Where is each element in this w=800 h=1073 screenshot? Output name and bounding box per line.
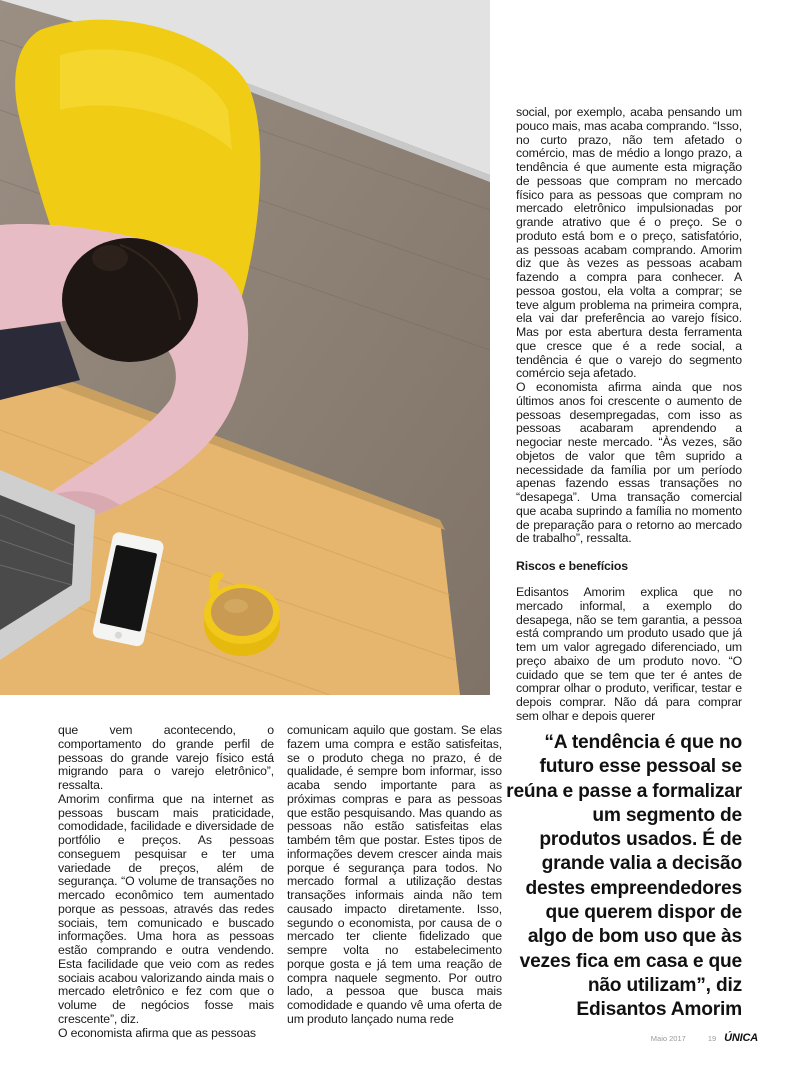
paragraph: Amorim confirma que na internet as pessoas buscam mais praticidade, comodidade, facilidade e diversidade de portfólio e preços. As pessoas conseguem pesquisar e ter uma variedade de preços, além de segurança. “O volume de transações no mercado econômico tem aumentado porque as pessoas, através das redes sociais, tem comunicado e buscado informações. Uma hora as pessoas estão comprando e outra vendendo. Esta facilidade que veio com as redes sociais acabou valorizando ainda mais o mercado eletrônico e fez com que o volume de negócios fosse mais crescente”, diz.	[58, 791, 274, 1026]
article-column-right	[516, 106, 742, 724]
article-column-bottom-left	[58, 724, 274, 1040]
paragraph: Edisantos Amorim explica que no mercado informal, a exemplo do desapega, não se tem garantia, a pessoa está comprando um produto usado que já tem um valor agregado diferenciado, um preço abaixo de um produto novo. “O cuidado que se tem que ter é antes de comprar olhar o produto, verificar, testar e depois comprar. Não dá para comprar sem olhar e depois querer	[516, 585, 742, 723]
paragraph: social, por exemplo, acaba pensando um pouco mais, mas acaba comprando. “Isso, no curto prazo, não tem afetado o comércio, mas de médio a longo prazo, a tendência é que aumente esta migração de pessoas que compram no mercado físico para as pessoas que compram no mercado eletrônico impulsionadas por grande atrativo que é o preço. Se o produto está bom e o preço, satisfatório, as pessoas acabam comprando. Amorim diz que às vezes as pessoas acabam fazendo a compra para conhecer. A pessoa gostou, ela volta a comprar; se teve algum problema na primeira compra, ela vai dar preferência ao varejo físico. Mas por esta abertura desta ferramenta que cresce que é a rede social, a tendência é que o varejo do segmento comércio seja afetado.	[516, 105, 742, 381]
page-number: 19	[707, 1033, 717, 1043]
paragraph: que vem acontecendo, o comportamento do grande perfil de pessoas do grande varejo físico está migrando para o varejo eletrônico”, ressalta.	[58, 723, 274, 792]
photo-illustration	[0, 0, 490, 695]
magazine-logo: ÚNICA	[724, 1032, 758, 1044]
page-footer	[651, 1032, 758, 1044]
paragraph: O economista afirma ainda que nos últimos anos foi crescente o aumento de pessoas desempregadas, com isso as pessoas acabaram aprendendo a negociar neste mercado. “Às vezes, são objetos de valor que têm suprido a necessidade da família por um período apenas fazendo essas transações no “desapega”. Uma transação comercial que acaba suprindo a família no momento de preparação para o retorno ao mercado de trabalho”, ressalta.	[516, 380, 742, 546]
paragraph: O economista afirma que as pessoas	[58, 1025, 256, 1040]
article-column-bottom-middle	[287, 724, 502, 1027]
issue-date: Maio 2017	[650, 1033, 686, 1043]
section-subheading: Riscos e benefícios	[516, 559, 628, 573]
paragraph: comunicam aquilo que gostam. Se elas fazem uma compra e estão satisfeitas, se o produto chega no prazo, é de qualidade, é sempre bom informar, isso acaba sendo importante para as próximas compras e para as pessoas que estão pesquisando. Mas quando as pessoas não estão satisfeitas elas também têm que postar. Estes tipos de informações devem crescer ainda mais porque é segurança para todos. No mercado formal a utilização destas transações informais ainda não tem causado impacto diretamente. Isso, segundo o economista, por causa de o mercado ter cliente fidelizado que sempre volta no estabelecimento porque gosta e já tem uma reação de compra naquele segmento. Por outro lado, a pessoa que busca mais comodidade e quando vê uma oferta de um produto lançado numa rede	[287, 723, 502, 1026]
pull-quote: “A tendência é que no futuro esse pessoal se reúna e passe a formalizar um segmento de produtos usados. É de grande valia a decisão destes empreendedores que querem dispor de algo de bom uso que às vezes fica em casa e que não utilizam”, diz Edisantos Amorim	[506, 732, 742, 1021]
article-photo	[0, 0, 490, 695]
hair	[62, 238, 198, 362]
